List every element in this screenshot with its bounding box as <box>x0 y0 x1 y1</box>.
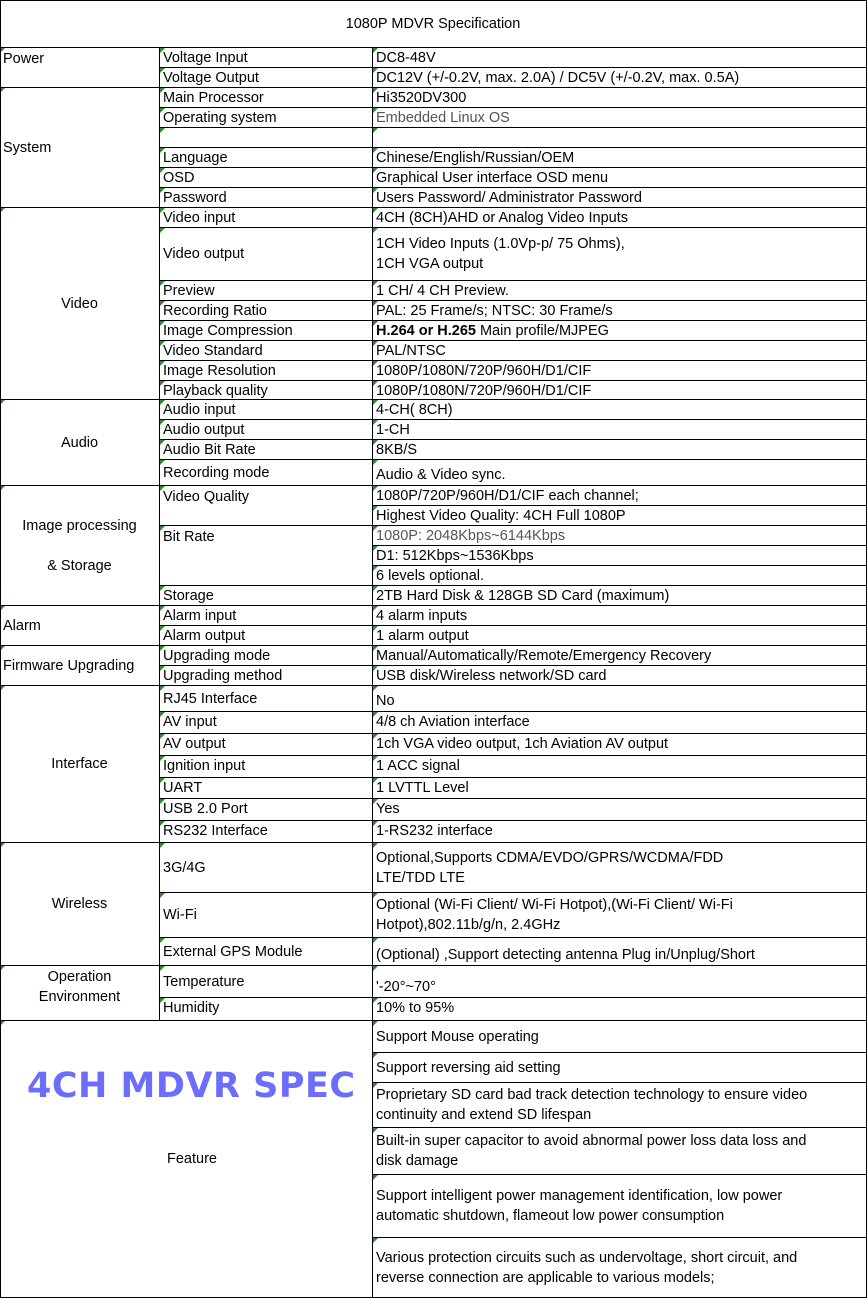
spec-value-label: Audio & Video sync. <box>376 467 506 483</box>
spec-value-label: Hi3520DV300 <box>376 90 467 106</box>
spec-value-label: 1 CH/ 4 CH Preview. <box>376 283 509 299</box>
spec-value-label: Users Password/ Administrator Password <box>376 190 642 206</box>
spec-value-label: 8KB/S <box>376 442 418 458</box>
spec-value-text <box>376 566 866 586</box>
spec-value-text <box>376 88 866 108</box>
spec-item-label: Ignition input <box>163 758 246 774</box>
category-system-label: System <box>3 139 52 156</box>
spec-value <box>373 228 867 281</box>
spec-value-text <box>376 546 866 566</box>
spec-item-label: Image Resolution <box>163 363 276 379</box>
spec-value-label: DC12V (+/-0.2V, max. 2.0A) / DC5V (+/-0.2V, max. 0.5A) <box>376 70 740 86</box>
spec-item <box>160 586 373 606</box>
spec-value-label: 1-CH <box>376 422 410 438</box>
spec-value-label: 1080P/1080N/720P/960H/D1/CIF <box>376 363 592 379</box>
spec-value-text <box>376 506 866 526</box>
spec-item <box>160 88 373 108</box>
spec-item-label: Language <box>163 150 228 166</box>
spec-item <box>160 966 373 998</box>
spec-value <box>373 168 867 188</box>
spec-value <box>373 546 867 566</box>
feature-item <box>373 1083 867 1128</box>
spec-item <box>160 301 373 321</box>
spec-value <box>373 666 867 686</box>
spec-value <box>373 712 867 734</box>
spec-item-label: Main Processor <box>163 90 264 106</box>
spec-value <box>373 361 867 381</box>
spec-item-label: Voltage Output <box>163 70 259 86</box>
spec-value-text <box>376 756 866 776</box>
spec-item-label: Audio input <box>163 402 236 418</box>
spec-value <box>373 778 867 799</box>
spec-value <box>373 966 867 998</box>
spec-item <box>160 778 373 799</box>
spec-item <box>160 48 373 68</box>
spec-value <box>373 301 867 321</box>
category-power-label: Power <box>3 51 45 67</box>
spec-value <box>373 821 867 843</box>
spec-item-label: Alarm output <box>163 628 246 644</box>
spec-value-label: 1 ACC signal <box>376 758 460 774</box>
spec-value-label: No <box>376 693 395 709</box>
category-interface-label: Interface <box>51 756 108 772</box>
spec-value-text <box>376 799 866 819</box>
spec-item-label: UART <box>163 780 203 796</box>
spec-item-label: Playback quality <box>163 383 268 399</box>
spec-value-label: 1080P/720P/960H/D1/CIF each channel; <box>376 488 639 504</box>
spec-value-label: 1080P: 2048Kbps~6144Kbps <box>376 528 566 544</box>
spec-item <box>160 821 373 843</box>
spec-item <box>160 341 373 361</box>
spec-value-label: 1CH Video Inputs (1.0Vp-p/ 75 Ohms), 1CH VGA output <box>376 236 625 272</box>
spec-item-label: Image Compression <box>163 323 293 339</box>
feature-text: Built-in super capacitor to avoid abnormal power loss data loss and disk damage <box>376 1133 807 1169</box>
spec-item <box>160 148 373 168</box>
spec-item-label: AV output <box>163 736 226 752</box>
spec-item <box>160 128 373 148</box>
category-interface <box>0 686 160 843</box>
spec-value-text <box>376 234 625 274</box>
spec-value <box>373 686 867 712</box>
spec-value-label: 1 alarm output <box>376 628 469 644</box>
spec-item-label: RS232 Interface <box>163 823 268 839</box>
spec-item <box>160 606 373 626</box>
spec-value-text <box>376 440 866 460</box>
spec-value-text <box>376 48 866 68</box>
spec-item-label: Operating system <box>163 110 277 126</box>
spec-value-text <box>376 778 866 798</box>
spec-value <box>373 938 867 966</box>
spec-item <box>160 321 373 341</box>
spec-item-label: AV input <box>163 714 217 730</box>
category-feature <box>0 1021 373 1298</box>
spec-value-text <box>376 586 866 606</box>
spec-value-label: Main profile/MJPEG <box>475 323 609 339</box>
spec-value-text <box>376 381 866 400</box>
spec-value-label: Optional,Supports CDMA/EVDO/GPRS/WCDMA/FDD LTE/TDD LTE <box>376 849 724 886</box>
spec-item <box>160 188 373 208</box>
spec-item-label: Upgrading mode <box>163 648 271 664</box>
spec-value-text <box>376 666 866 686</box>
spec-item-label: USB 2.0 Port <box>163 801 248 817</box>
spec-value-label: Optional (Wi-Fi Client/ Wi-Fi Hotpot),(Wi-Fi Client/ Wi-Fi Hotpot),802.11b/g/n, 2.4GHz <box>376 897 733 933</box>
spec-value-label: Graphical User interface OSD menu <box>376 170 609 186</box>
spec-value-text <box>376 626 866 646</box>
category-audio-label: Audio <box>60 434 99 451</box>
spec-item <box>160 400 373 420</box>
spec-item-label: External GPS Module <box>163 943 303 960</box>
spec-value-label: '-20°~70° <box>376 979 436 995</box>
spec-value-label: 4 alarm inputs <box>376 608 468 624</box>
spec-value <box>373 281 867 301</box>
category-alarm <box>0 606 160 646</box>
spec-item-label: Audio output <box>163 422 245 438</box>
spec-value <box>373 998 867 1021</box>
spec-value <box>373 208 867 228</box>
spec-item-label: Upgrading method <box>163 668 283 684</box>
spec-item <box>160 68 373 88</box>
category-video-label: Video <box>61 295 98 312</box>
feature-text: Proprietary SD card bad track detection technology to ensure video continuity and extend SD lifespan <box>376 1087 808 1123</box>
spec-item <box>160 168 373 188</box>
category-feature-label: Feature <box>167 1151 217 1167</box>
spec-value-text <box>376 108 866 128</box>
spec-value <box>373 68 867 88</box>
spec-value-text <box>376 691 395 711</box>
category-wireless-label: Wireless <box>51 896 108 912</box>
spec-item-label: Recording mode <box>163 464 270 481</box>
category-firmware-label: Firmware Upgrading <box>3 657 135 674</box>
spec-value-label: (Optional) ,Support detecting antenna Plug in/Unplug/Short <box>376 947 755 963</box>
spec-value <box>373 88 867 108</box>
spec-value <box>373 108 867 128</box>
spec-value <box>373 893 867 938</box>
spec-value-label: 1ch VGA video output, 1ch Aviation AV output <box>376 736 669 752</box>
spec-item-label: Password <box>163 190 227 206</box>
spec-item <box>160 799 373 821</box>
spec-item-label: Video Standard <box>163 343 263 359</box>
spec-value-text <box>376 465 506 485</box>
category-image-storage <box>0 486 160 606</box>
category-alarm-label: Alarm <box>3 617 41 634</box>
spec-item-label: 3G/4G <box>163 859 206 876</box>
spec-item <box>160 843 373 893</box>
spec-item-label: Video output <box>163 246 245 262</box>
category-operation-env-label: Operation Environment <box>38 969 121 1005</box>
spec-value-label: D1: 512Kbps~1536Kbps <box>376 548 534 564</box>
spec-value-text <box>376 526 866 546</box>
table-title-text: 1080P MDVR Specification <box>345 15 521 32</box>
spec-value-text <box>376 68 866 88</box>
spec-value-text <box>376 821 866 841</box>
table-title <box>0 0 867 48</box>
spec-item <box>160 666 373 686</box>
feature-item <box>373 1175 867 1238</box>
feature-item <box>373 1021 867 1053</box>
spec-item <box>160 646 373 666</box>
spec-value <box>373 188 867 208</box>
category-firmware <box>0 646 160 686</box>
spec-value-text <box>376 977 436 997</box>
spec-item-label: Audio Bit Rate <box>163 442 256 458</box>
spec-value-text <box>376 341 866 361</box>
spec-value <box>373 128 867 148</box>
spec-item-label: Video Quality <box>163 489 249 505</box>
spec-item <box>160 381 373 400</box>
spec-value-text <box>376 148 866 168</box>
spec-value-text <box>376 998 866 1018</box>
spec-value <box>373 440 867 460</box>
spec-value <box>373 381 867 400</box>
spec-value-label: 6 levels optional. <box>376 568 485 584</box>
spec-item <box>160 228 373 281</box>
spec-value-label: 4-CH( 8CH) <box>376 402 453 418</box>
feature-text: Support reversing aid setting <box>376 1059 561 1076</box>
spec-value-label: 1080P/1080N/720P/960H/D1/CIF <box>376 383 592 399</box>
spec-value <box>373 148 867 168</box>
spec-value <box>373 756 867 778</box>
spec-item-label: Humidity <box>163 1000 220 1016</box>
spec-value-text <box>376 321 866 341</box>
spec-item <box>160 361 373 381</box>
spec-value-label: 10% to 95% <box>376 1000 455 1016</box>
spec-value <box>373 526 867 546</box>
spec-value <box>373 48 867 68</box>
spec-item <box>160 938 373 966</box>
category-system <box>0 88 160 208</box>
spec-value <box>373 646 867 666</box>
spec-item <box>160 440 373 460</box>
feature-item <box>373 1238 867 1298</box>
spec-value-text <box>376 361 866 381</box>
spec-value-label: Yes <box>376 801 400 817</box>
spec-value <box>373 799 867 821</box>
spec-value-label: Chinese/English/Russian/OEM <box>376 150 575 166</box>
spec-value-bold: H.264 or H.265 <box>376 323 476 339</box>
spec-value <box>373 586 867 606</box>
spec-value-text <box>376 188 866 208</box>
spec-value <box>373 321 867 341</box>
feature-item <box>373 1128 867 1175</box>
feature-text: Support intelligent power management identification, low power automatic shutdown, flameout low power consumption <box>376 1188 783 1224</box>
spec-value <box>373 486 867 506</box>
spec-item <box>160 756 373 778</box>
spec-value-text <box>376 168 866 188</box>
spec-value-text <box>376 281 866 301</box>
spec-value <box>373 460 867 486</box>
spec-item <box>160 281 373 301</box>
spec-item <box>160 526 373 586</box>
spec-item <box>160 998 373 1021</box>
spec-item-label: RJ45 Interface <box>163 690 258 707</box>
spec-item <box>160 712 373 734</box>
spec-value-text <box>376 848 723 888</box>
spec-value-text <box>376 606 866 626</box>
spec-item-label: Video input <box>163 210 236 226</box>
spec-value-text <box>376 301 866 321</box>
spec-value <box>373 734 867 756</box>
spec-value-text <box>376 208 866 228</box>
spec-item-label: Storage <box>163 588 214 604</box>
spec-value-text <box>376 486 866 506</box>
category-power <box>0 48 160 88</box>
spec-value-label: 4CH (8CH)AHD or Analog Video Inputs <box>376 210 628 226</box>
spec-value-text <box>376 420 866 440</box>
spec-value <box>373 400 867 420</box>
spec-item-label: Wi-Fi <box>163 907 197 923</box>
spec-value-label: 4/8 ch Aviation interface <box>376 714 530 730</box>
spec-item <box>160 460 373 486</box>
spec-value <box>373 626 867 646</box>
spec-value <box>373 566 867 586</box>
feature-text: Various protection circuits such as undervoltage, short circuit, and reverse connection are applicable to various models; <box>376 1249 798 1286</box>
spec-value-text <box>376 945 755 965</box>
spec-item <box>160 686 373 712</box>
spec-value <box>373 843 867 893</box>
feature-text: Support Mouse operating <box>376 1028 539 1045</box>
spec-value-text <box>376 734 866 754</box>
spec-value-label: DC8-48V <box>376 50 436 66</box>
spec-item <box>160 420 373 440</box>
spec-value-text <box>376 895 733 935</box>
spec-item-label: Recording Ratio <box>163 303 267 319</box>
spec-item <box>160 208 373 228</box>
spec-value-label: Highest Video Quality: 4CH Full 1080P <box>376 508 626 524</box>
spec-item-label: Bit Rate <box>163 529 215 545</box>
category-operation-env <box>0 966 160 1021</box>
spec-value <box>373 606 867 626</box>
spec-value-label: 1-RS232 interface <box>376 823 493 839</box>
category-video <box>0 208 160 400</box>
feature-item <box>373 1053 867 1083</box>
spec-value-label: 1 LVTTL Level <box>376 780 469 796</box>
spec-value-text <box>376 712 866 732</box>
spec-value-text <box>376 400 866 420</box>
spec-value-label: Manual/Automatically/Remote/Emergency Recovery <box>376 648 712 664</box>
spec-value-text <box>376 646 866 666</box>
spec-value-label: PAL/NTSC <box>376 343 446 359</box>
spec-item-label: Preview <box>163 283 215 299</box>
spec-value <box>373 341 867 361</box>
brand-watermark: 4CH MDVR SPEC <box>27 1066 356 1106</box>
spec-item <box>160 734 373 756</box>
spec-value-label: Embedded Linux OS <box>376 110 510 126</box>
category-image-storage-label: Image processing & Storage <box>22 517 137 574</box>
spec-item <box>160 893 373 938</box>
spec-value-label: PAL: 25 Frame/s; NTSC: 30 Frame/s <box>376 303 613 319</box>
spec-item-label: Voltage Input <box>163 50 248 66</box>
spec-item <box>160 626 373 646</box>
spec-value <box>373 506 867 526</box>
spec-value-label: 2TB Hard Disk & 128GB SD Card (maximum) <box>376 588 670 604</box>
spec-item <box>160 108 373 128</box>
spec-item-label: Alarm input <box>163 608 237 624</box>
spec-item <box>160 486 373 526</box>
category-audio <box>0 400 160 486</box>
category-wireless <box>0 843 160 966</box>
spec-item-label: OSD <box>163 170 195 186</box>
spec-value <box>373 420 867 440</box>
spec-item-label: Temperature <box>163 973 245 990</box>
spec-value-label: USB disk/Wireless network/SD card <box>376 668 607 684</box>
